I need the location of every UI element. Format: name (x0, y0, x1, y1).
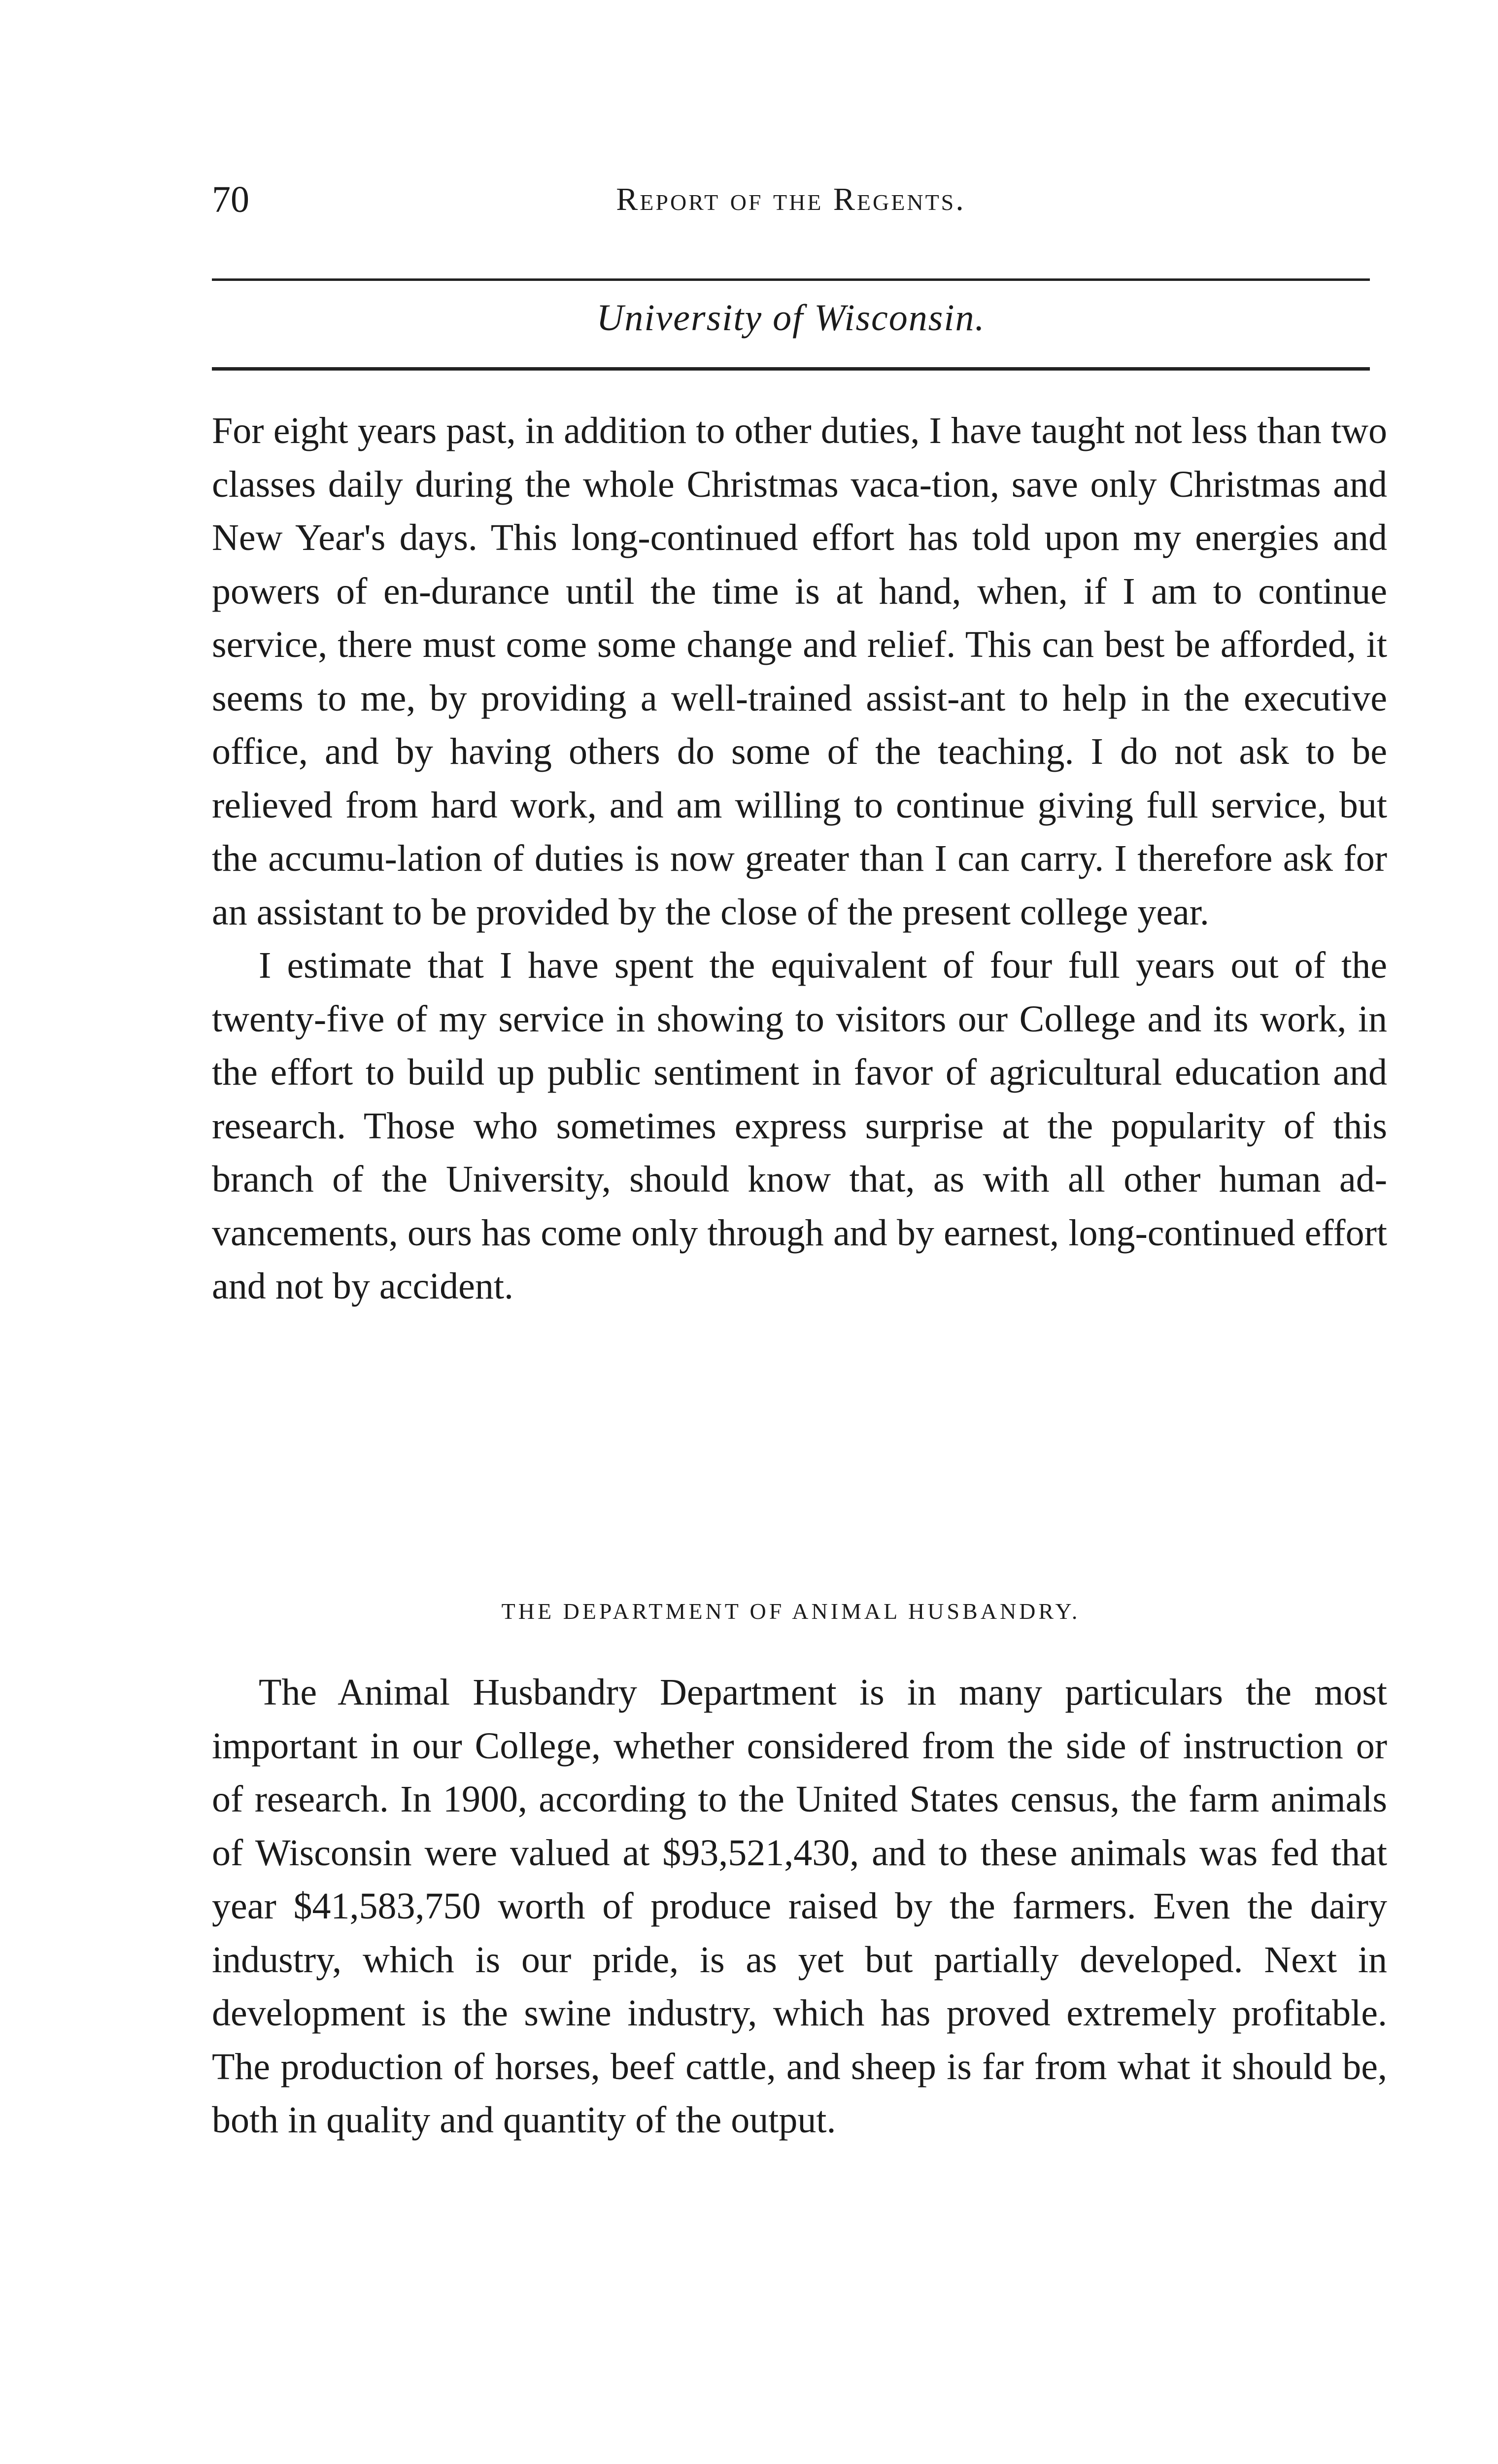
running-title: Report of the Regents. (616, 181, 966, 217)
paragraph-2: I estimate that I have spent the equivalent of four full years out of the twenty-five of my service in showing to visitors our College and its work, in the effort to build up public sentiment in favor of agricultural education and research. Those who sometimes express surprise at the popularity of this branch of the University, should know that, as with all other human ad-vancements, ours has come only through and by earnest, long-continued effort and not by accident. (212, 945, 1387, 1307)
section-title: University of Wisconsin. (596, 297, 986, 339)
paragraph-1: For eight years past, in addition to other duties, I have taught not less than two classes daily during the whole Christmas vaca-tion, save only Christmas and New Year's days. This long-continued effort has told upon my energies and powers of en-durance until the time is at hand, when, if I am to continue service, there must come some change and relief. This can best be afforded, it seems to me, by providing a well-trained assist-ant to help in the executive office, and by having others do some of the teaching. I do not ask to be relieved from hard work, and am willing to continue giving full service, but the accumu-lation of duties is now greater than I can carry. I therefore ask for an assistant to be provided by the close of the present college year. (212, 410, 1387, 933)
header-rule-bottom (212, 367, 1370, 371)
header-rule-top (212, 278, 1370, 281)
main-text (212, 404, 1387, 1313)
paragraph-3: The Animal Husbandry Department is in many particulars the most important in our College, whether considered from the side of instruction or of research. In 1900, according to the United States census, the farm animals of Wisconsin were valued at $93,521,430, and to these animals was fed that year $41,583,750 worth of produce raised by the farmers. Even the dairy industry, which is our pride, is as yet but partially developed. Next in development is the swine industry, which has proved extremely profitable. The production of horses, beef cattle, and sheep is far from what it should be, both in quality and quantity of the output. (212, 1672, 1387, 2141)
department-text (212, 1666, 1387, 2147)
department-heading: THE DEPARTMENT OF ANIMAL HUSBANDRY. (501, 1599, 1081, 1624)
running-header (212, 175, 1370, 234)
page-number: 70 (212, 179, 249, 220)
